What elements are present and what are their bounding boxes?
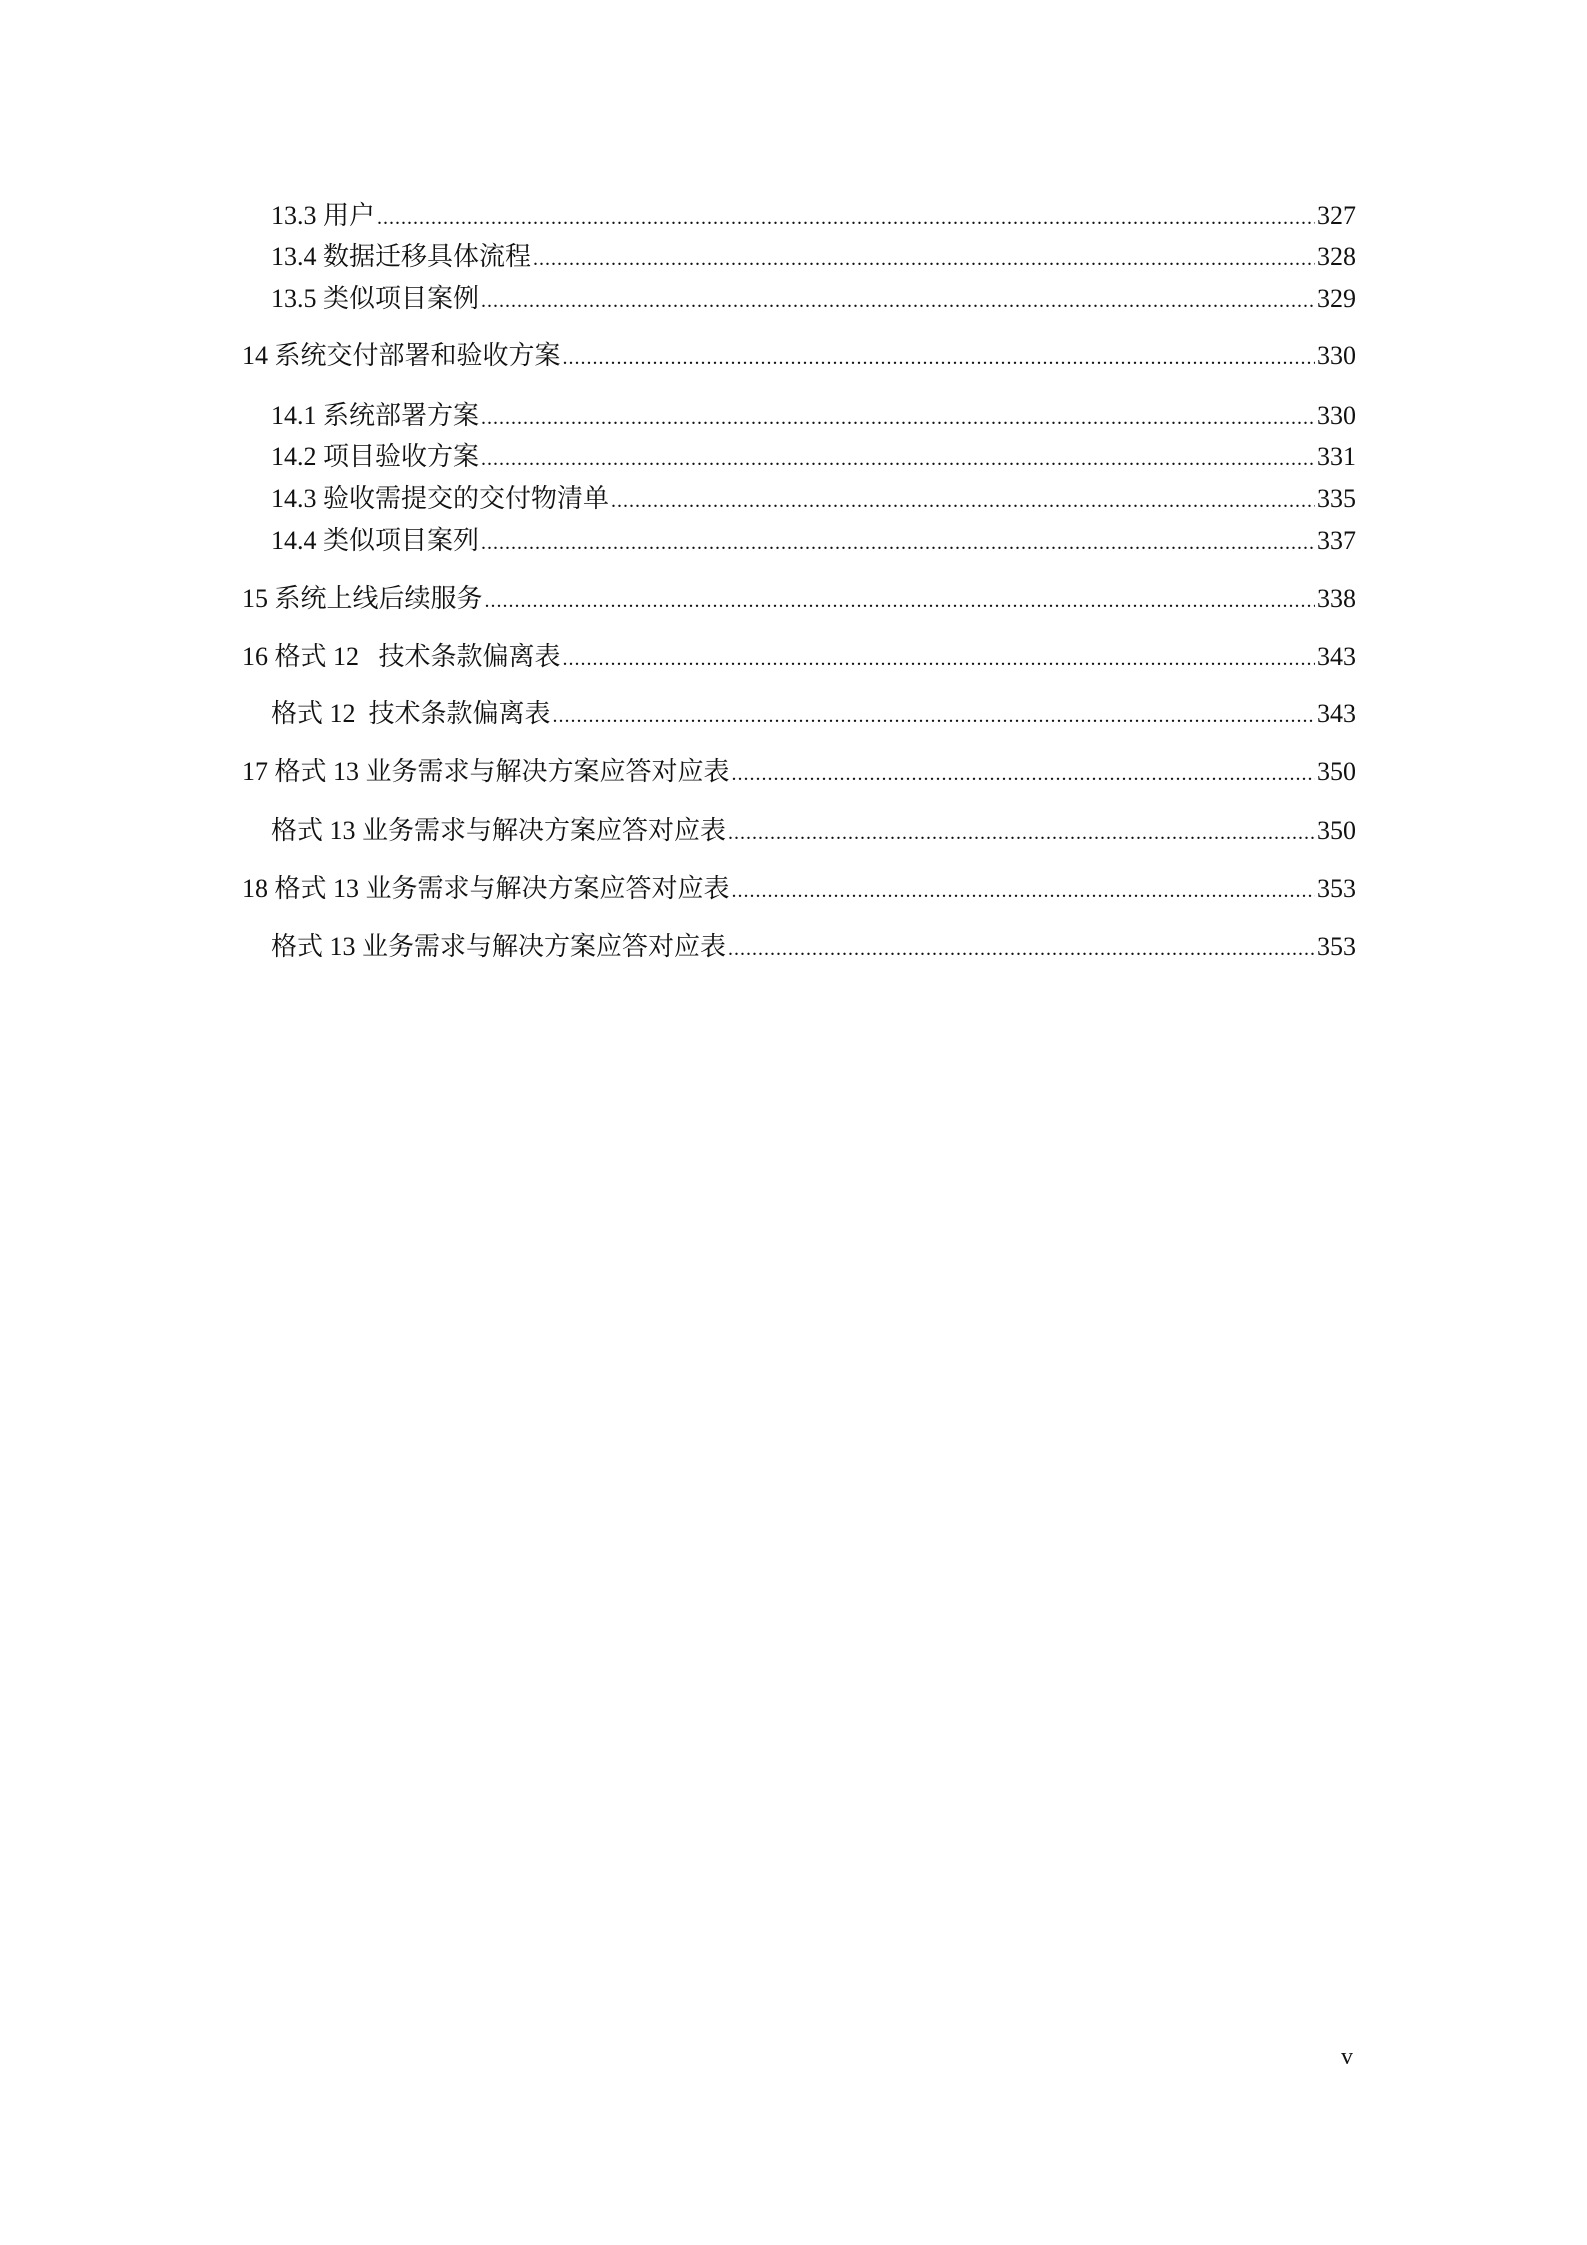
toc-entry-page: 350 — [1317, 757, 1356, 786]
page-number: v — [1341, 2044, 1353, 2070]
toc-entry-title: 14.4 类似项目案列 — [271, 526, 480, 555]
toc-entry-title: 13.5 类似项目案例 — [271, 284, 480, 313]
toc-entry-title: 14.1 系统部署方案 — [271, 401, 480, 430]
toc-entry-title: 14 系统交付部署和验收方案 — [242, 341, 561, 370]
dot-leader — [481, 285, 1315, 317]
toc-entry-page: 353 — [1317, 932, 1356, 961]
dot-leader — [563, 342, 1315, 374]
toc-entry-title: 格式 13 业务需求与解决方案应答对应表 — [271, 816, 727, 845]
toc-entry[interactable] — [271, 815, 1356, 849]
dot-leader — [377, 202, 1315, 234]
toc-entry-page: 337 — [1317, 526, 1356, 555]
toc-entry[interactable] — [271, 698, 1356, 732]
toc-entry[interactable] — [242, 641, 1356, 675]
toc-entry[interactable] — [242, 583, 1356, 617]
toc-entry-page: 350 — [1317, 816, 1356, 845]
toc-entry-page: 335 — [1317, 484, 1356, 513]
toc-entry-page: 327 — [1317, 201, 1356, 230]
toc-entry-title: 格式 12 技术条款偏离表 — [271, 699, 551, 728]
toc-entry-page: 338 — [1317, 584, 1356, 613]
dot-leader — [563, 643, 1315, 675]
toc-entry[interactable] — [271, 241, 1356, 275]
toc-entry-page: 343 — [1317, 699, 1356, 728]
toc-entry-page: 353 — [1317, 874, 1356, 903]
toc-entry-page: 330 — [1317, 341, 1356, 370]
toc-entry[interactable] — [271, 200, 1356, 234]
toc-entry-title: 14.2 项目验收方案 — [271, 442, 480, 471]
toc-entry[interactable] — [271, 283, 1356, 317]
dot-leader — [481, 527, 1315, 559]
dot-leader — [728, 933, 1315, 965]
toc-entry-page: 330 — [1317, 401, 1356, 430]
dot-leader — [485, 585, 1315, 617]
dot-leader — [732, 758, 1315, 790]
toc-entry[interactable] — [242, 756, 1356, 790]
dot-leader — [732, 875, 1315, 907]
toc-entry-title: 13.4 数据迁移具体流程 — [271, 242, 532, 271]
toc-entry-page: 343 — [1317, 642, 1356, 671]
dot-leader — [728, 817, 1315, 849]
dot-leader — [533, 243, 1315, 275]
toc-entry-title: 格式 13 业务需求与解决方案应答对应表 — [271, 932, 727, 961]
toc-entry[interactable] — [242, 340, 1356, 374]
toc-entry-title: 18 格式 13 业务需求与解决方案应答对应表 — [242, 874, 730, 903]
toc-entry-title: 13.3 用户 — [271, 201, 376, 230]
toc-entry[interactable] — [242, 873, 1356, 907]
dot-leader — [481, 443, 1315, 475]
toc-entry[interactable] — [271, 400, 1356, 434]
toc-entry[interactable] — [271, 441, 1356, 475]
toc-entry[interactable] — [271, 525, 1356, 559]
dot-leader — [553, 700, 1315, 732]
toc-entry-page: 328 — [1317, 242, 1356, 271]
dot-leader — [611, 485, 1315, 517]
toc-entry-page: 331 — [1317, 442, 1356, 471]
toc-entry-title: 17 格式 13 业务需求与解决方案应答对应表 — [242, 757, 730, 786]
toc-entry[interactable] — [271, 483, 1356, 517]
toc-entry[interactable] — [271, 931, 1356, 965]
toc-entry-page: 329 — [1317, 284, 1356, 313]
toc-entry-title: 15 系统上线后续服务 — [242, 584, 483, 613]
toc-entry-title: 14.3 验收需提交的交付物清单 — [271, 484, 610, 513]
dot-leader — [481, 402, 1315, 434]
toc-entry-title: 16 格式 12 技术条款偏离表 — [242, 642, 561, 671]
